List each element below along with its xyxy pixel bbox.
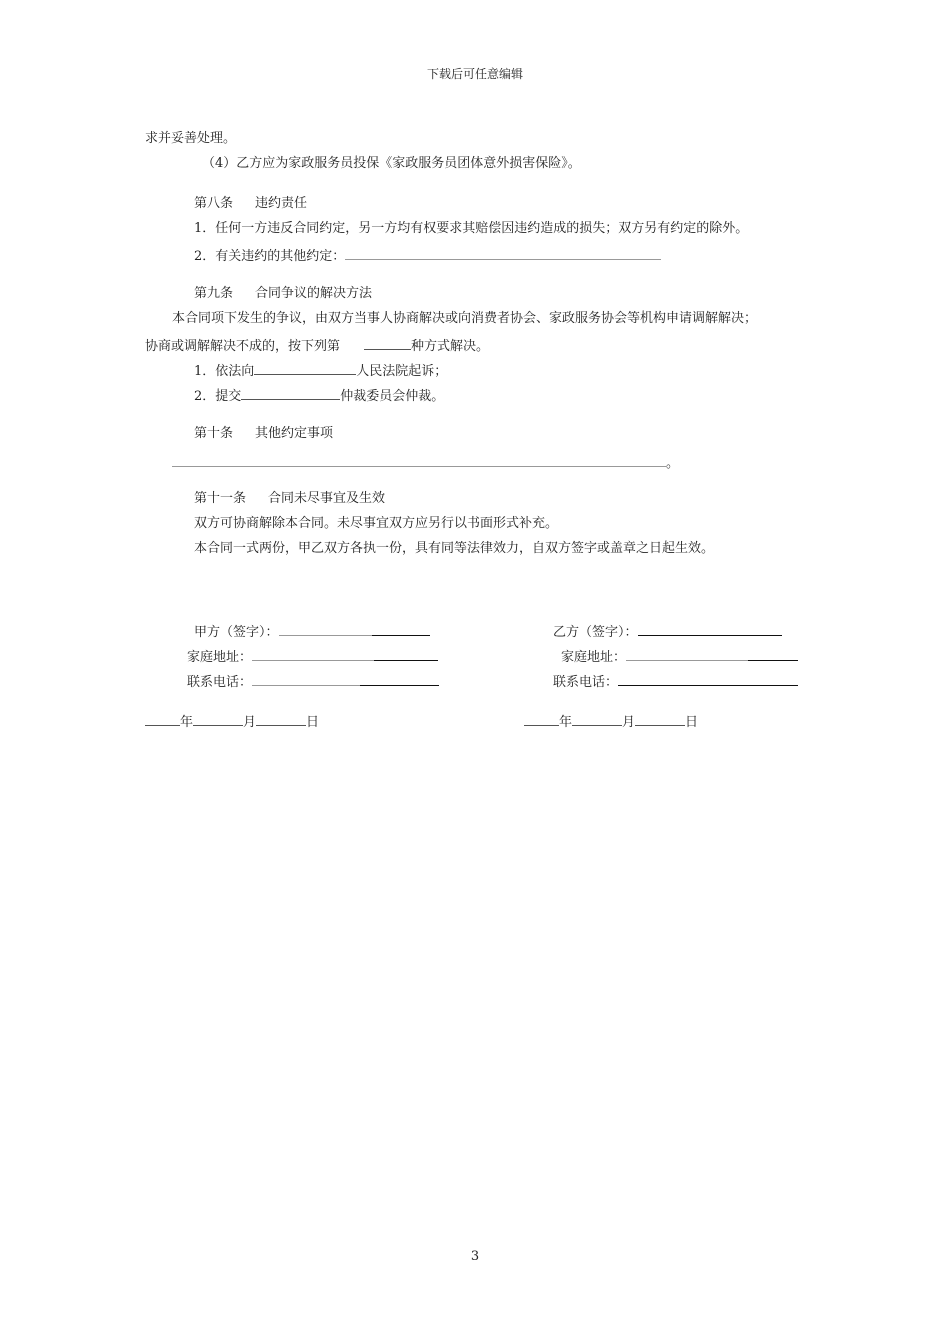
article-8-item-2: [194, 247, 661, 263]
party-b-address-row: [561, 648, 798, 664]
page-number: 3: [470, 1249, 480, 1264]
party-b-month-blank[interactable]: [572, 713, 622, 726]
clause-7-4: （4）乙方应为家政服务员投保《家政服务员团体意外损害保险》。: [202, 156, 581, 171]
party-b-month-label: 月: [622, 715, 636, 730]
article-9-paragraph-1: 本合同项下发生的争议，由双方当事人协商解决或向消费者协会、家政服务协会等机构申请调解解决；: [172, 311, 758, 326]
article-9-item-1-end: 人民法院起诉；: [356, 364, 448, 379]
other-terms-blank[interactable]: [172, 454, 666, 467]
party-a-signature-row: [194, 623, 430, 639]
arbitration-committee-blank[interactable]: [241, 387, 340, 400]
court-name-blank[interactable]: [254, 362, 356, 375]
article-8-title: 违约责任: [255, 196, 308, 211]
article-10-line: [172, 454, 679, 470]
party-b-phone-label: 联系电话：: [553, 675, 619, 690]
article-8-number: 第八条: [194, 196, 234, 211]
party-b-day-label: 日: [685, 715, 699, 730]
article-9-title: 合同争议的解决方法: [255, 286, 373, 301]
article-10-heading: [194, 427, 333, 440]
party-a-year-label: 年: [180, 715, 194, 730]
party-a-address-row: [187, 648, 438, 664]
article-11-title: 合同未尽事宜及生效: [268, 491, 386, 506]
party-b-address-label: 家庭地址：: [561, 650, 627, 665]
party-b-signature-blank[interactable]: [638, 623, 782, 636]
article-9-number: 第九条: [194, 286, 234, 301]
party-b-address-blank[interactable]: [626, 648, 748, 661]
party-b-day-blank[interactable]: [635, 713, 685, 726]
party-a-year-blank[interactable]: [145, 713, 180, 726]
article-9-item-2: [194, 387, 444, 403]
party-a-signature-blank[interactable]: [279, 623, 372, 636]
party-a-phone-blank-2[interactable]: [360, 673, 439, 686]
article-9-item-1-start: 1．依法向: [194, 364, 255, 379]
article-8-item-1: 1．任何一方违反合同约定，另一方均有权要求其赔偿因违约造成的损失；双方另有约定的除外。: [194, 221, 749, 236]
method-choice-blank[interactable]: [364, 337, 411, 350]
article-9-paragraph-2-end: 种方式解决。: [411, 339, 490, 354]
article-10-number: 第十条: [194, 426, 234, 441]
article-9-item-2-end: 仲裁委员会仲裁。: [340, 389, 445, 404]
party-b-address-blank-2[interactable]: [748, 648, 798, 661]
party-a-day-label: 日: [306, 715, 320, 730]
article-10-title: 其他约定事项: [255, 426, 334, 441]
article-9-heading: [194, 287, 372, 300]
article-8-heading: [194, 197, 307, 210]
party-a-signature-label: 甲方（签字）：: [194, 625, 279, 640]
party-a-address-blank[interactable]: [252, 648, 374, 661]
party-a-month-blank[interactable]: [193, 713, 243, 726]
party-a-address-label: 家庭地址：: [187, 650, 253, 665]
article-8-item-2-label: 2．有关违约的其他约定：: [194, 249, 346, 264]
article-11-item-2: 本合同一式两份，甲乙双方各执一份，具有同等法律效力，自双方签字或盖章之日起生效。: [194, 541, 715, 556]
article-9-item-1: [194, 362, 447, 378]
page-header: 下载后可任意编辑: [426, 67, 523, 81]
party-a-month-label: 月: [243, 715, 257, 730]
party-a-day-blank[interactable]: [256, 713, 306, 726]
article-11-heading: [194, 492, 385, 505]
party-b-phone-row: [553, 673, 798, 689]
party-a-phone-row: [187, 673, 439, 689]
party-b-signature-row: [553, 623, 782, 639]
article-9-paragraph-2: [145, 337, 489, 353]
paragraph-continuation: 求并妥善处理。: [145, 131, 237, 146]
article-9-paragraph-2-start: 协商或调解解决不成的，按下列第: [145, 339, 341, 354]
party-a-phone-blank[interactable]: [252, 673, 360, 686]
party-a-signature-blank-2[interactable]: [372, 623, 430, 636]
article-9-item-2-start: 2．提交: [194, 389, 242, 404]
party-a-address-blank-2[interactable]: [374, 648, 438, 661]
party-b-signature-label: 乙方（签字）：: [553, 625, 638, 640]
party-a-date-row: [145, 713, 319, 729]
article-10-period: 。: [666, 456, 680, 471]
article-11-item-1: 双方可协商解除本合同。未尽事宜双方应另行以书面形式补充。: [194, 516, 559, 531]
article-11-number: 第十一条: [194, 491, 247, 506]
party-b-year-label: 年: [559, 715, 573, 730]
party-b-year-blank[interactable]: [524, 713, 559, 726]
party-a-phone-label: 联系电话：: [187, 675, 253, 690]
party-b-date-row: [524, 713, 698, 729]
other-breach-terms-blank[interactable]: [345, 247, 661, 260]
party-b-phone-blank[interactable]: [618, 673, 798, 686]
